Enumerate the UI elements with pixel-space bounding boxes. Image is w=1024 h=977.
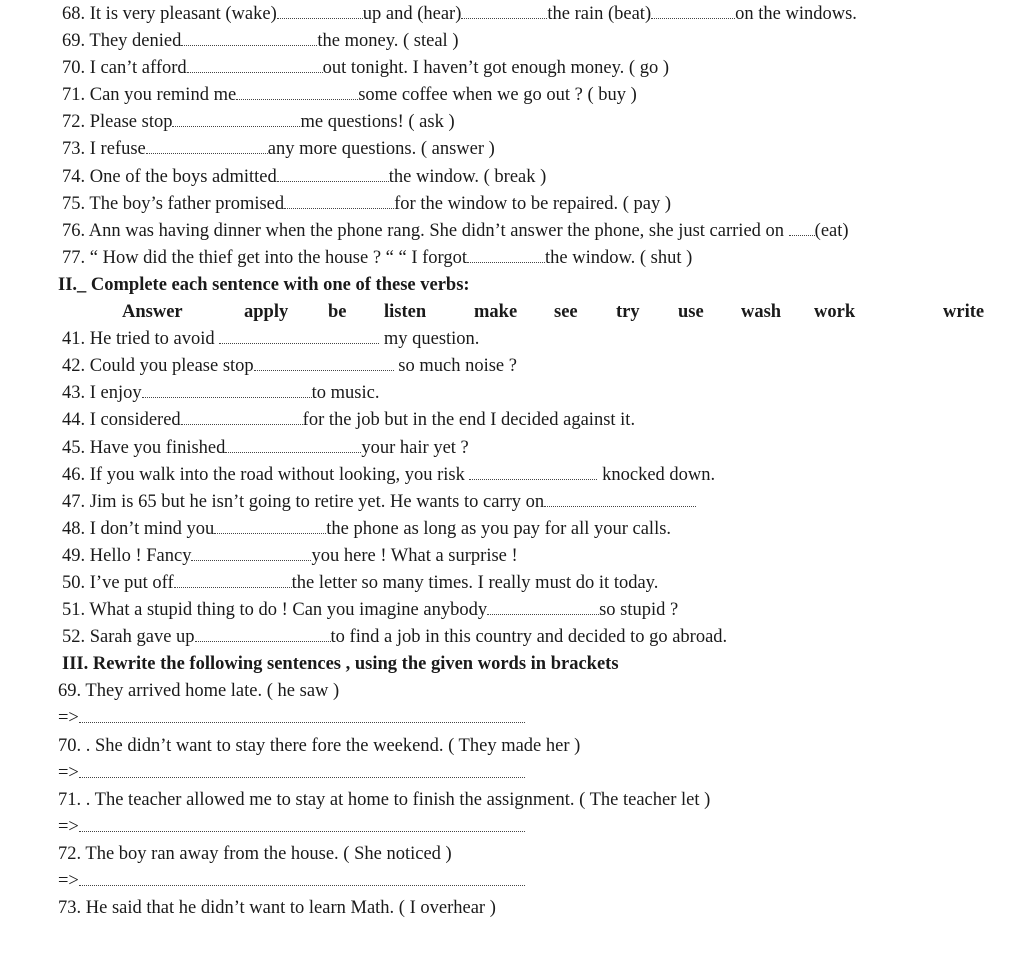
answer-line (0, 814, 1024, 841)
item-number: 73. (58, 898, 86, 919)
exercise-part-3 (0, 678, 1024, 922)
item-text: for the window to be repaired. ( pay ) (394, 193, 672, 214)
item-text: I considered (89, 410, 181, 431)
item-number: 71. (62, 85, 90, 106)
p1-item (0, 245, 1024, 272)
item-text: The boy’s father promised (89, 193, 285, 214)
arrow-symbol: => (58, 816, 79, 837)
answer-blank[interactable] (469, 465, 597, 480)
item-text: Sarah gave up (89, 627, 195, 648)
verb-option: work (814, 302, 856, 323)
item-text: some coffee when we go out ? ( buy ) (358, 85, 637, 106)
item-number: 70. (58, 735, 86, 756)
answer-blank[interactable] (79, 763, 525, 778)
item-number: 74. (62, 166, 90, 187)
item-text: Can you remind me (89, 85, 237, 106)
item-text: the letter so many times. I really must do it today. (291, 572, 659, 593)
verb-option: make (474, 302, 518, 323)
item-number: 41. (62, 329, 90, 350)
item-number: 45. (62, 437, 90, 458)
p2-item (0, 353, 1024, 380)
arrow-symbol: => (58, 871, 79, 891)
answer-blank[interactable] (142, 383, 312, 398)
answer-blank[interactable] (789, 221, 815, 236)
arrow-symbol: => (58, 708, 79, 729)
answer-line (0, 705, 1024, 732)
item-number: 76. (62, 220, 89, 241)
item-text: . The teacher allowed me to stay at home to finish the assignment. ( The teacher let ) (85, 789, 711, 810)
answer-blank[interactable] (146, 139, 268, 154)
p1-item (0, 136, 1024, 163)
item-text: so much noise ? (393, 356, 517, 377)
p2-item (0, 597, 1024, 624)
p1-item (0, 218, 1024, 245)
p1-item (0, 164, 1024, 191)
item-number: 51. (62, 600, 90, 621)
answer-line (0, 868, 1024, 895)
item-number: 47. (62, 491, 90, 512)
item-number: 73. (62, 139, 90, 160)
verb-option: see (554, 302, 578, 323)
item-text: The boy ran away from the house. ( She noticed ) (85, 843, 452, 864)
item-text: so stupid ? (599, 600, 679, 621)
item-text: I refuse (89, 139, 146, 160)
exercise-part-1 (0, 1, 1024, 272)
item-number: 72. (62, 112, 90, 133)
answer-blank[interactable] (79, 817, 525, 832)
answer-line (0, 760, 1024, 787)
item-text: Please stop (89, 112, 173, 133)
item-text: I don’t mind you (89, 518, 215, 539)
item-text: your hair yet ? (361, 437, 469, 458)
item-text: the window. ( shut ) (545, 247, 693, 268)
answer-blank[interactable] (284, 194, 394, 209)
verb-option: be (328, 302, 347, 323)
item-text: to music. (311, 383, 380, 404)
p1-item (0, 55, 1024, 82)
answer-blank[interactable] (467, 248, 545, 263)
item-text: the window. ( break ) (388, 166, 547, 187)
p2-item (0, 435, 1024, 462)
rewrite-item (0, 787, 1024, 814)
item-number: 52. (62, 627, 90, 648)
item-text: any more questions. ( answer ) (267, 139, 495, 160)
answer-blank[interactable] (461, 4, 547, 19)
answer-blank[interactable] (181, 31, 317, 46)
item-number: 46. (62, 464, 90, 485)
rewrite-item (0, 733, 1024, 760)
item-text: I can’t afford (89, 58, 187, 79)
verb-bank (0, 299, 1024, 326)
verb-option: write (943, 302, 985, 323)
item-number: 68. (62, 4, 90, 24)
item-text: up and (hear) (362, 4, 462, 24)
item-text: He said that he didn’t want to learn Math. ( I overhear ) (85, 898, 496, 919)
p2-item (0, 326, 1024, 353)
item-text: . She didn’t want to stay there fore the weekend. ( They made her ) (85, 735, 581, 756)
item-number: 48. (62, 518, 90, 539)
p2-item (0, 570, 1024, 597)
item-text: Jim is 65 but he isn’t going to retire yet. He wants to carry on (89, 491, 545, 512)
verb-option: try (616, 302, 640, 323)
answer-blank[interactable] (79, 708, 525, 723)
item-number: 43. (62, 383, 90, 404)
verb-option: listen (384, 302, 427, 323)
answer-blank[interactable] (195, 627, 331, 642)
answer-blank[interactable] (79, 871, 525, 886)
answer-blank[interactable] (174, 573, 292, 588)
item-number: 69. (58, 681, 86, 702)
p2-item (0, 462, 1024, 489)
item-text: Could you please stop (89, 356, 254, 377)
item-text: I’ve put off (89, 572, 174, 593)
item-text: It is very pleasant (wake) (89, 4, 277, 24)
p2-item (0, 407, 1024, 434)
item-number: 75. (62, 193, 90, 214)
answer-blank[interactable] (191, 546, 311, 561)
item-text: Have you finished (89, 437, 226, 458)
answer-blank[interactable] (487, 600, 599, 615)
answer-blank[interactable] (236, 85, 358, 100)
p1-item (0, 28, 1024, 55)
p2-item (0, 516, 1024, 543)
p2-item (0, 543, 1024, 570)
item-number: 70. (62, 58, 90, 79)
item-text: out tonight. I haven’t got enough money. ( go ) (322, 58, 669, 79)
item-text: If you walk into the road without looking, you risk (89, 464, 470, 485)
item-text: the rain (beat) (547, 4, 652, 24)
rewrite-item (0, 895, 1024, 922)
item-text: to find a job in this country and decided to go abroad. (330, 627, 728, 648)
answer-blank[interactable] (181, 410, 303, 425)
rewrite-item (0, 841, 1024, 868)
answer-blank[interactable] (651, 4, 735, 19)
arrow-symbol: => (58, 762, 79, 783)
answer-blank[interactable] (254, 356, 394, 371)
p1-item (0, 109, 1024, 136)
item-text: for the job but in the end I decided against it. (302, 410, 636, 431)
section-2-heading: II._ Complete each sentence with one of these verbs: (58, 274, 470, 295)
verb-option: wash (741, 302, 782, 323)
item-number: 49. (62, 545, 90, 566)
p2-item (0, 489, 1024, 516)
item-text: the phone as long as you pay for all your calls. (326, 518, 672, 539)
answer-blank[interactable] (219, 329, 379, 344)
section-3-heading: III. Rewrite the following sentences , using the given words in brackets (62, 654, 619, 675)
item-text: One of the boys admitted (89, 166, 277, 187)
p1-item (0, 191, 1024, 218)
item-text: They arrived home late. ( he saw ) (85, 681, 340, 702)
item-text: “ How did the thief get into the house ? “ “ I forgot (89, 247, 468, 268)
item-text: (eat) (814, 220, 849, 241)
item-text: He tried to avoid (89, 329, 220, 350)
item-text: Hello ! Fancy (89, 545, 192, 566)
answer-blank[interactable] (187, 58, 323, 73)
item-number: 72. (58, 843, 86, 864)
item-number: 71. (58, 789, 86, 810)
p1-item (0, 82, 1024, 109)
item-text: you here ! What a surprise ! (311, 545, 518, 566)
item-text: my question. (379, 329, 480, 350)
item-text: I enjoy (89, 383, 142, 404)
answer-blank[interactable] (544, 492, 696, 507)
p2-item (0, 624, 1024, 651)
answer-blank[interactable] (277, 167, 389, 182)
answer-blank[interactable] (225, 438, 361, 453)
p2-item (0, 380, 1024, 407)
answer-blank[interactable] (214, 519, 326, 534)
rewrite-item (0, 678, 1024, 705)
item-text: the money. ( steal ) (317, 31, 459, 52)
item-text: on the windows. (735, 4, 857, 24)
answer-blank[interactable] (277, 4, 363, 19)
item-number: 42. (62, 356, 90, 377)
verb-option: Answer (122, 302, 183, 323)
verb-option: use (678, 302, 704, 323)
item-text: What a stupid thing to do ! Can you imagine anybody (89, 600, 488, 621)
answer-blank[interactable] (172, 112, 300, 127)
item-number: 77. (62, 247, 90, 268)
item-number: 50. (62, 572, 90, 593)
exercise-part-2 (0, 326, 1024, 651)
item-number: 69. (62, 31, 90, 52)
item-text: knocked down. (597, 464, 716, 485)
item-text: me questions! ( ask ) (300, 112, 455, 133)
item-text: They denied (89, 31, 182, 52)
item-text: Ann was having dinner when the phone rang. She didn’t answer the phone, she just carried on (88, 220, 789, 241)
p1-item (0, 1, 1024, 28)
verb-option: apply (244, 302, 289, 323)
item-number: 44. (62, 410, 90, 431)
